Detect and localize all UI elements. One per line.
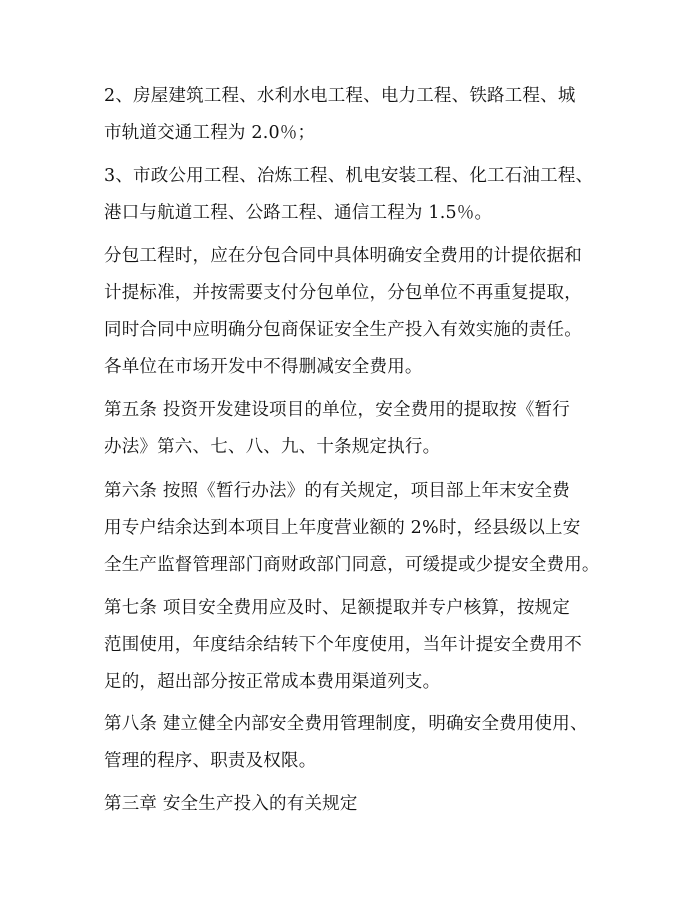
text-line: 管理的程序、职责及权限。	[104, 751, 317, 771]
paragraph-subcontract	[104, 238, 624, 386]
text-line: 市轨道交通工程为 2.0％；	[104, 123, 316, 143]
paragraph-article-6	[104, 473, 624, 584]
text-line: 第五条 投资开发建设项目的单位，安全费用的提取按《暂行	[104, 400, 570, 420]
text-line: 用专户结余达到本项目上年度营业额的 2%时，经县级以上安	[104, 518, 581, 538]
text-line: 第六条 按照《暂行办法》的有关规定，项目部上年末安全费	[104, 481, 570, 501]
paragraph-article-7	[104, 590, 624, 701]
text-line: 分包工程时，应在分包合同中具体明确安全费用的计提依据和	[104, 246, 582, 266]
text-line: 范围使用，年度结余结转下个年度使用，当年计提安全费用不	[104, 635, 582, 655]
text-line: 足的，超出部分按正常成本费用渠道列支。	[104, 672, 441, 692]
text-line: 各单位在市场开发中不得删减安全费用。	[104, 357, 423, 377]
paragraph-article-8	[104, 706, 624, 780]
text-line: 全生产监督管理部门商财政部门同意，可缓提或少提安全费用。	[104, 555, 600, 575]
text-line: 第八条 建立健全内部安全费用管理制度，明确安全费用使用、	[104, 714, 588, 734]
text-line: 港口与航道工程、公路工程、通信工程为 1.5％。	[104, 203, 493, 223]
text-line: 办法》第六、七、八、九、十条规定执行。	[104, 437, 441, 457]
text-line: 同时合同中应明确分包商保证安全生产投入有效实施的责任。	[104, 320, 582, 340]
chapter-heading	[104, 786, 624, 823]
paragraph-article-5	[104, 392, 624, 466]
text-line: 第三章 安全生产投入的有关规定	[104, 794, 358, 814]
paragraph-item-3	[104, 158, 624, 232]
paragraph-item-2	[104, 78, 624, 152]
text-line: 2、房屋建筑工程、水利水电工程、电力工程、铁路工程、城	[104, 86, 576, 106]
text-line: 计提标准，并按需要支付分包单位，分包单位不再重复提取，	[104, 283, 582, 303]
text-line: 第七条 项目安全费用应及时、足额提取并专户核算，按规定	[104, 598, 570, 618]
text-line: 3、市政公用工程、冶炼工程、机电安装工程、化工石油工程、	[104, 166, 594, 186]
